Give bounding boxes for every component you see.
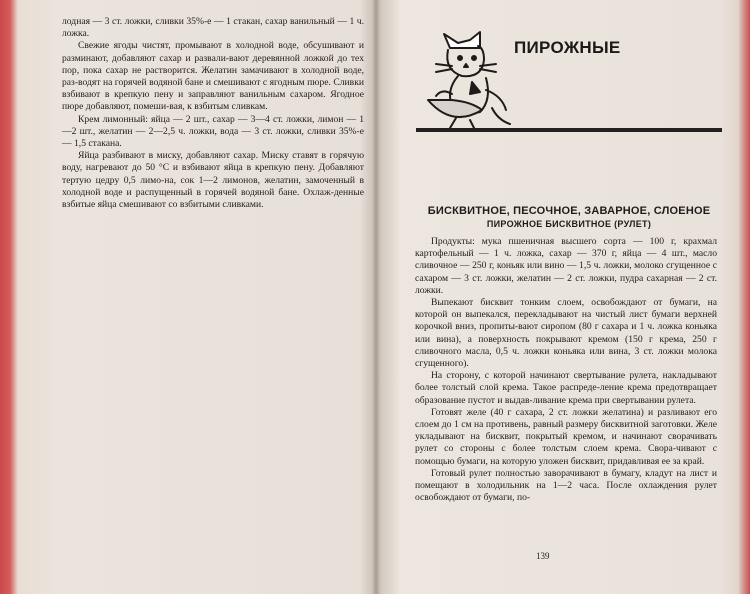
chapter-divider bbox=[416, 128, 722, 132]
recipe-heading: ПИРОЖНОЕ БИСКВИТНОЕ (РУЛЕТ) bbox=[486, 219, 652, 229]
right-page bbox=[386, 0, 726, 594]
paragraph: Готовят желе (40 г сахара, 2 ст. ложки желатина) и разливают его слоем до 1 см на противень, равный размеру бисквитной заготовки. Желе укладывают на бисквит, покрытый кремом, и начинают сворачивать рулет со стороны с более толстым слоем крема. Свора-чивают с помощью бумаги, на которую уложен бисквит, придавливая ее за край. bbox=[415, 406, 717, 467]
paragraph: Готовый рулет полностью заворачивают в бумагу, кладут на лист и помещают в холодильник на 1—2 часа. После охлаждения рулет освобождают от бумаги, по- bbox=[415, 467, 717, 504]
section-heading: БИСКВИТНОЕ, ПЕСОЧНОЕ, ЗАВАРНОЕ, СЛОЕНОЕ bbox=[427, 205, 711, 217]
paragraph: Выпекают бисквит тонким слоем, освобождают от бумаги, на которой он выпекался, перекладывают на чистый лист бумаги верхней корочкой вниз, пропиты-вают сиропом (80 г сахара и 1 ч. ложка коньяка или вина), а поверхность покрывают кремом (150 г крема, 250 г сливочного масла, 0,5 ч. ложки коньяка или вина, 3 ст. ложки молока сгущенного). bbox=[415, 297, 717, 370]
paragraph: Продукты: мука пшеничная высшего сорта — 100 г, крахмал картофельный — 1 ч. ложка, сахар — 370 г, яйца — 4 шт., масло сливочное — 250 г, коньяк или вино — 1,5 ч. ложки, молоко сгущенное с сахаром — 3 ст. ложки, желатин — 2 ст. ложки, пудра сахарная — 2 ст. ложки. bbox=[415, 236, 717, 296]
left-text-column bbox=[62, 16, 364, 211]
chapter-title: ПИРОЖНЫЕ bbox=[514, 38, 621, 57]
left-page bbox=[24, 0, 370, 594]
page-number: 139 bbox=[536, 551, 550, 561]
paragraph: Крем лимонный: яйца — 2 шт., сахар — 3—4 ст. ложки, лимон — 1—2 шт., желатин — 2—2,5 ч. ложки, вода — 3 ст. ложки, сливки 35%-е — 1,5 стакана. bbox=[62, 113, 364, 150]
paragraph: На сторону, с которой начинают свертывание рулета, накладывают более толстый слой крема. Такое распреде-ление крема предотвращает образование пустот и выдав-ливание крема при свертывании рулета. bbox=[415, 370, 717, 406]
paragraph: лодная — 3 ст. ложки, сливки 35%-е — 1 стакан, сахар ванильный — 1 ч. ложка. bbox=[62, 16, 364, 40]
right-text-column bbox=[415, 236, 717, 504]
paragraph: Яйца разбивают в миску, добавляют сахар. Миску ставят в горячую воду, нагревают до 50 °С и взбивают яйца в крепкую пену. Добавляют тертую цедру 0,5 лимо-на, сок 1—2 лимонов, желатин, замоченный в холодной воде и распущенный в горячей водяной бане. Охлаж-денные взбитые яйца смешивают со взбитыми сливками. bbox=[62, 150, 364, 211]
cat-chef-illustration bbox=[422, 30, 514, 130]
paragraph: Свежие ягоды чистят, промывают в холодной воде, обсушивают и разминают, добавляют сахар и развали-вают деревянной ложкой до тех пор, пока сахар не растворится. Желатин замачивают в холодной воде, раз-водят на горячей водяной бане и смешивают с ягодным пюре. Сливки взбивают в крепкую пену и заправляют ванильным сахаром. Ягодное пюре добавляют, помеши-вая, к взбитым сливкам. bbox=[62, 40, 364, 113]
